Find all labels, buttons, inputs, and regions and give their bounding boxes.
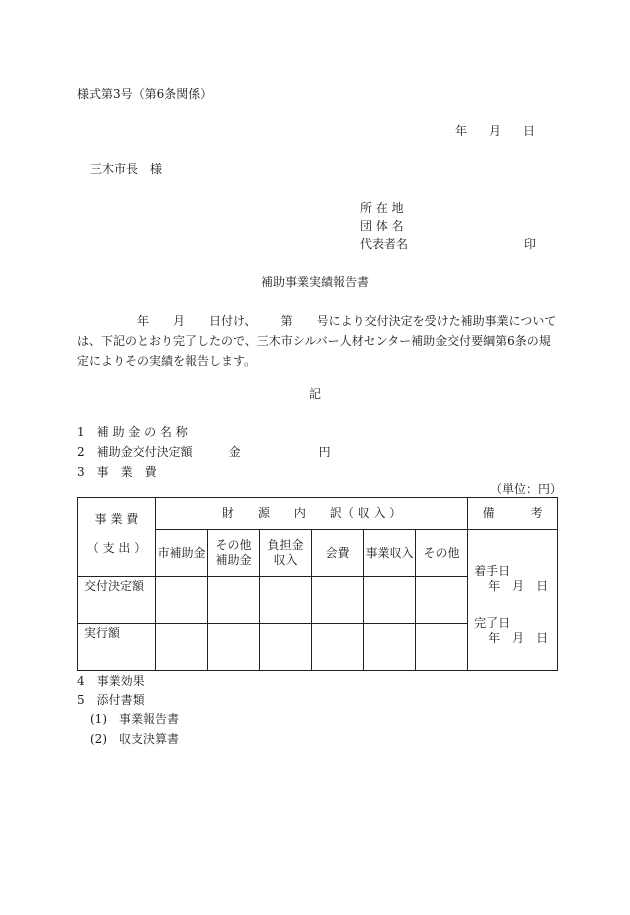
address-row	[360, 199, 536, 217]
org-label: 団 体 名	[360, 219, 404, 233]
date-year: 年	[455, 124, 468, 138]
item-project-cost: 3 事 業 費	[77, 465, 157, 479]
addressee: 三木市長 様	[90, 162, 163, 176]
table-cell	[312, 624, 364, 671]
row-decision-label: 交付決定額	[78, 577, 156, 624]
source-other: その他	[416, 530, 468, 577]
table-cell	[208, 577, 260, 624]
date-month: 月	[489, 124, 502, 138]
ki-heading: 記	[308, 387, 321, 401]
table-cell	[312, 577, 364, 624]
table-cell	[416, 624, 468, 671]
form-number: 様式第3号（第6条関係）	[77, 87, 213, 101]
rep-label: 代表者名	[360, 237, 409, 251]
item2-yen: 円	[318, 445, 331, 459]
table-cell	[364, 624, 416, 671]
attachment-report: (1) 事業報告書	[90, 712, 179, 726]
report-date	[455, 123, 535, 139]
table-cell	[416, 577, 468, 624]
blank-no-prefix: 第	[280, 314, 293, 328]
seal-mark: 印	[524, 237, 537, 251]
start-date-label: 着手日	[474, 564, 511, 578]
source-burden: 負担金収入	[260, 530, 312, 577]
unit-label: （単位：円）	[490, 482, 563, 496]
remarks-cell	[468, 530, 558, 671]
remarks-header: 備 考	[468, 498, 558, 530]
table-cell	[156, 624, 208, 671]
blank-day: 日付け、	[209, 314, 257, 328]
table-header-row	[78, 498, 558, 530]
document-title: 補助事業実績報告書	[260, 275, 369, 289]
source-fees: 会費	[312, 530, 364, 577]
table-cell	[260, 577, 312, 624]
item-subsidy-amount	[77, 444, 331, 460]
cost-table	[77, 497, 558, 671]
project-cost-header: 事 業 費 （ 支 出 ）	[78, 498, 156, 577]
table-cell	[156, 577, 208, 624]
table-cell	[260, 624, 312, 671]
date-day: 日	[523, 124, 536, 138]
item-attachments: 5 添付書類	[77, 693, 145, 707]
item-subsidy-name: 1 補 助 金 の 名 称	[77, 425, 188, 439]
end-date-label: 完了日	[474, 616, 511, 630]
row-actual-label: 実行額	[78, 624, 156, 671]
item2-label: 2 補助金交付決定額	[77, 445, 193, 459]
address-label: 所 在 地	[360, 201, 404, 215]
rep-row	[360, 235, 536, 253]
body-line1: 号により交付決定を受けた補助事業について	[316, 314, 557, 328]
table-cell	[208, 624, 260, 671]
source-business-income: 事業収入	[364, 530, 416, 577]
item-effect: 4 事業効果	[77, 674, 145, 688]
item2-kin: 金	[228, 445, 241, 459]
body-paragraph	[77, 311, 557, 371]
source-city-subsidy: 市補助金	[156, 530, 208, 577]
start-date-ymd: 年 月 日	[488, 579, 549, 593]
table-cell	[364, 577, 416, 624]
blank-year: 年	[137, 314, 150, 328]
breakdown-header: 財 源 内 訳（ 収 入 ）	[156, 498, 468, 530]
attachment-settlement: (2) 収支決算書	[90, 732, 179, 746]
body-line2: は、下記のとおり完了したので、三木市シルバー人材センター補助金交付要綱第6条の規定によりその実績を報告します。	[77, 334, 551, 368]
org-row	[360, 217, 536, 235]
blank-month: 月	[173, 314, 186, 328]
source-other-subsidy: その他補助金	[208, 530, 260, 577]
applicant-block	[360, 199, 536, 253]
end-date-ymd: 年 月 日	[488, 631, 549, 645]
